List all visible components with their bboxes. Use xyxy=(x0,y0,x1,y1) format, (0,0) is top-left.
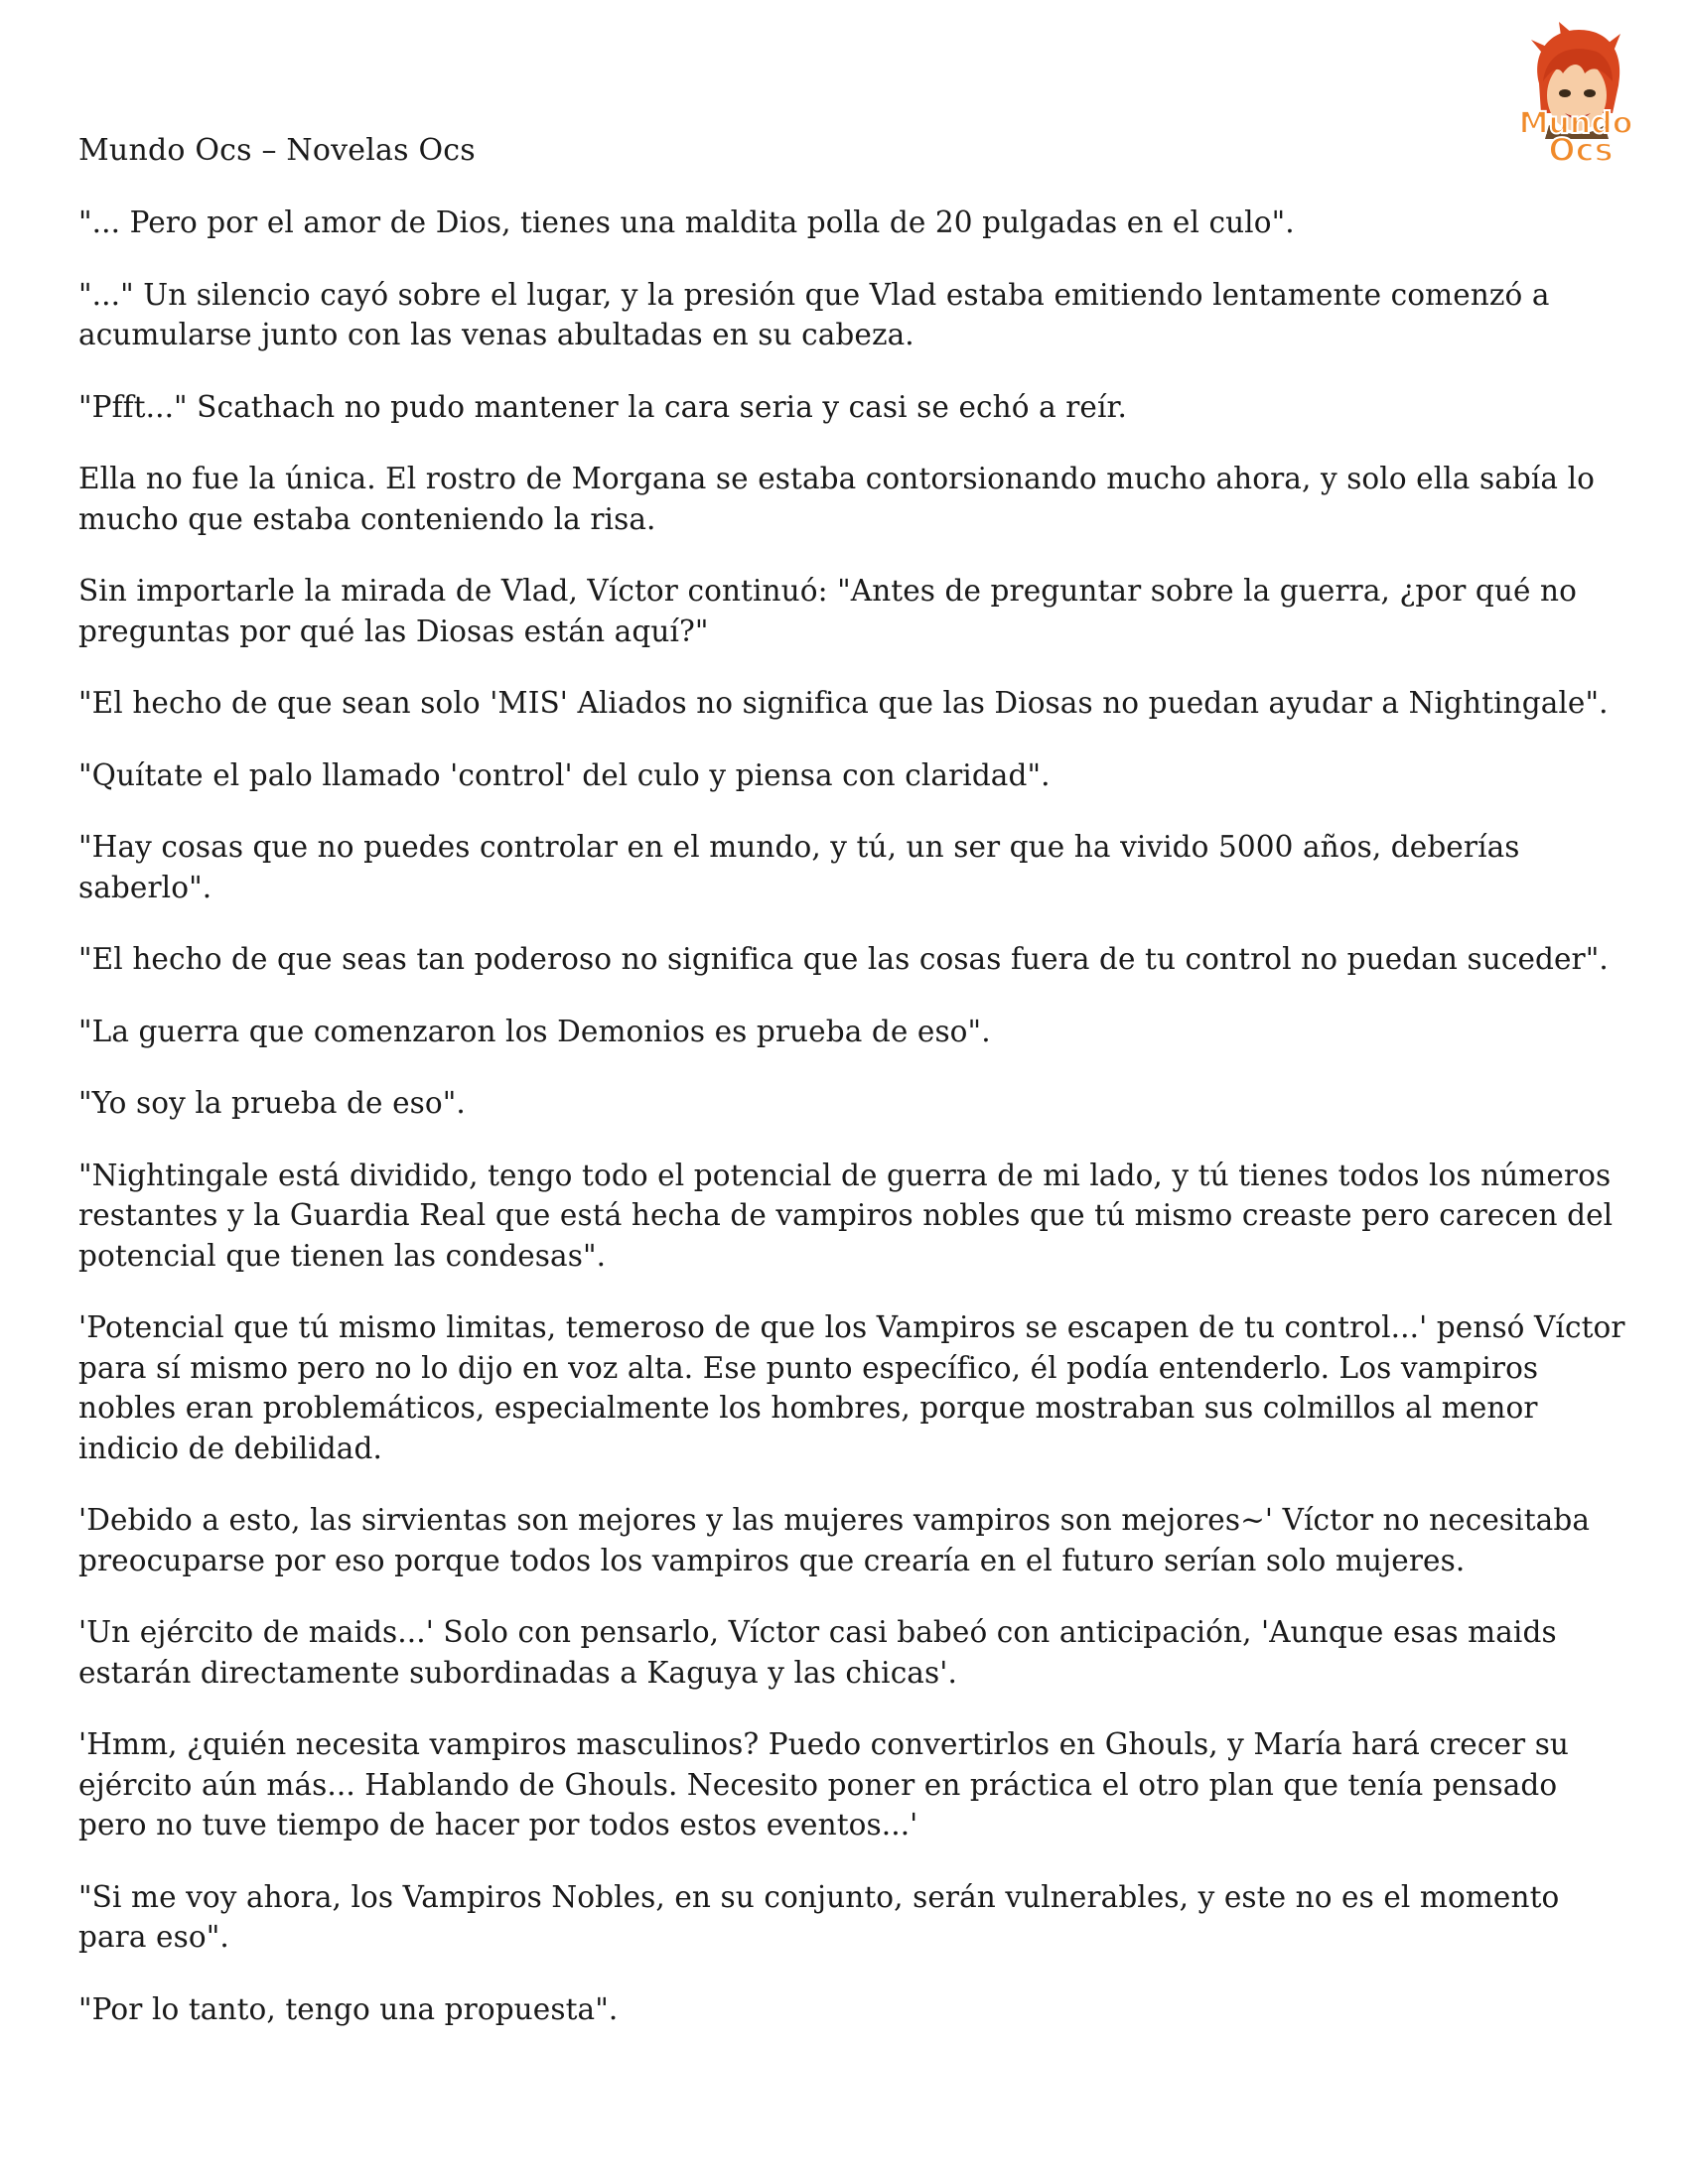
paragraph: "Pfft..." Scathach no pudo mantener la cara seria y casi se echó a reír. xyxy=(78,389,1127,424)
logo-text-line2: Ocs xyxy=(1548,131,1614,169)
paragraph: "Por lo tanto, tengo una propuesta". xyxy=(78,1991,619,2026)
paragraph: 'Un ejército de maids...' Solo con pensarlo, Víctor casi babeó con anticipación, 'Aunque esas maids estarán directamente subordinadas a Kaguya y las chicas'. xyxy=(78,1615,1557,1690)
paragraph: "Yo soy la prueba de eso". xyxy=(78,1086,466,1120)
paragraph: "El hecho de que seas tan poderoso no significa que las cosas fuera de tu control no puedan suceder". xyxy=(78,942,1609,976)
document-body xyxy=(78,203,1627,2061)
paragraph: "El hecho de que sean solo 'MIS' Aliados no significa que las Diosas no puedan ayudar a Nightingale". xyxy=(78,686,1609,720)
paragraph: "Quítate el palo llamado 'control' del culo y piensa con claridad". xyxy=(78,757,1051,792)
paragraph: "Hay cosas que no puedes controlar en el mundo, y tú, un ser que ha vivido 5000 años, deberías saberlo". xyxy=(78,830,1520,904)
paragraph: "Si me voy ahora, los Vampiros Nobles, en su conjunto, serán vulnerables, y este no es el momento para eso". xyxy=(78,1879,1560,1954)
mundo-ocs-logo-icon xyxy=(1501,22,1650,171)
paragraph: "... Pero por el amor de Dios, tienes una maldita polla de 20 pulgadas en el culo". xyxy=(78,205,1295,239)
paragraph: Ella no fue la única. El rostro de Morgana se estaba contorsionando mucho ahora, y solo ella sabía lo mucho que estaba conteniendo la risa. xyxy=(78,462,1595,536)
paragraph: "La guerra que comenzaron los Demonios es prueba de eso". xyxy=(78,1014,991,1048)
paragraph: 'Hmm, ¿quién necesita vampiros masculinos? Puedo convertirlos en Ghouls, y María hará crecer su ejército aún más... Hablando de Ghouls. Necesito poner en práctica el otro plan que tenía pensado pero no tuve tiempo de hacer por todos estos eventos...' xyxy=(78,1727,1570,1842)
page-header: Mundo Ocs – Novelas Ocs xyxy=(78,133,476,168)
paragraph: 'Potencial que tú mismo limitas, temeroso de que los Vampiros se escapen de tu control...' pensó Víctor para sí mismo pero no lo dijo en voz alta. Ese punto específico, él podía entenderlo. Los vampiros nobles eran problemáticos, especialmente los hombres, porque mostraban sus colmillos al menor indicio de debilidad. xyxy=(78,1310,1625,1465)
paragraph: 'Debido a esto, las sirvientas son mejores y las mujeres vampiros son mejores~' Víctor no necesitaba preocuparse por eso porque todos los vampiros que crearía en el futuro serían solo mujeres. xyxy=(78,1503,1591,1577)
paragraph: Sin importarle la mirada de Vlad, Víctor continuó: "Antes de preguntar sobre la guerra, ¿por qué no preguntas por qué las Diosas están aquí?" xyxy=(78,574,1578,648)
paragraph: "Nightingale está dividido, tengo todo el potencial de guerra de mi lado, y tú tienes todos los números restantes y la Guardia Real que está hecha de vampiros nobles que tú mismo creaste pero carecen del potencial que tienen las condesas". xyxy=(78,1158,1614,1273)
logo-text-line1: Mundo xyxy=(1518,106,1633,141)
paragraph: "..." Un silencio cayó sobre el lugar, y la presión que Vlad estaba emitiendo lentamente comenzó a acumularse junto con las venas abultadas en su cabeza. xyxy=(78,277,1550,351)
